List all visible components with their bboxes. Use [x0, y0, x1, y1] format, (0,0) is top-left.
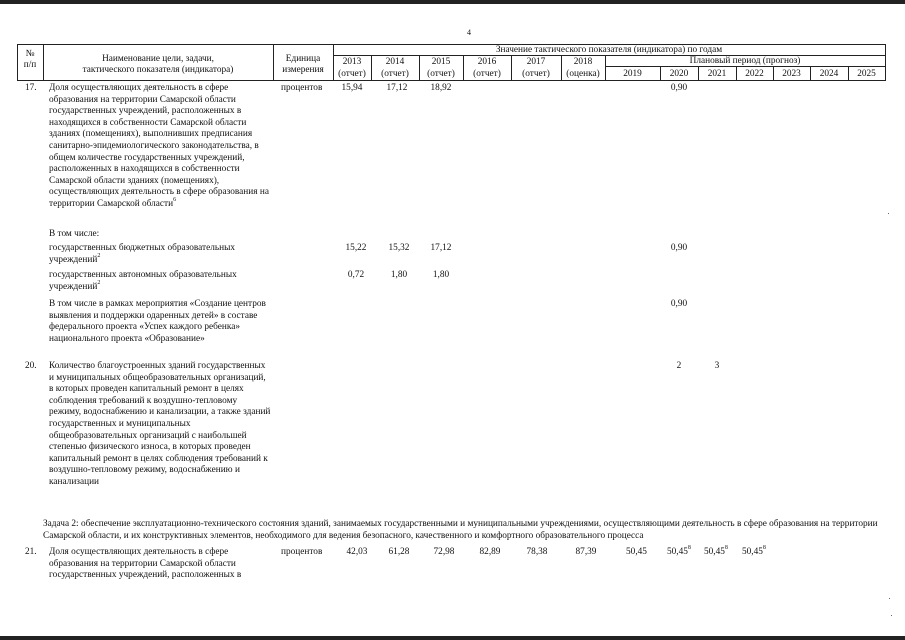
- row17-2014: 17,12: [386, 83, 408, 93]
- year-2017: 2017: [526, 57, 546, 67]
- scan-speck: [891, 615, 892, 616]
- year-note-2013: (отчет): [338, 69, 366, 79]
- year-note-2014: (отчет): [381, 69, 409, 79]
- row21-2018: 87,39: [575, 547, 597, 557]
- budget-text: [49, 243, 277, 266]
- row21-2022-value: 50,45: [742, 547, 763, 557]
- row21-2016: 82,89: [479, 547, 501, 557]
- row21-2020-footnote: 8: [687, 545, 691, 551]
- year-2014: 2014: [385, 57, 405, 67]
- budget-footnote: 2: [97, 252, 101, 259]
- header-values-title: Значение тактического показателя (индикатора) по годам: [495, 45, 723, 55]
- year-note-2016: (отчет): [473, 69, 501, 79]
- incl2-2020: 0,90: [670, 299, 688, 309]
- row17-including: В том числе:: [49, 229, 100, 239]
- year-2024: 2024: [819, 69, 839, 79]
- row17-2015: 18,92: [430, 83, 452, 93]
- row17-unit: процентов: [281, 83, 323, 93]
- incl2-text: В том числе в рамках мероприятия «Создание центров выявления и поддержки одаренных детей» в составе федерального проекта «Успех каждого ребенка» национального проекта «Образование»: [49, 299, 266, 344]
- row20-2020: 2: [676, 361, 682, 371]
- year-note-2015: (отчет): [427, 69, 455, 79]
- row21-2021-footnote: 8: [724, 545, 728, 551]
- row21-2022-footnote: 8: [762, 545, 766, 551]
- row17-2013: 15,94: [341, 83, 363, 93]
- year-2021: 2021: [707, 69, 727, 79]
- row21-2014: 61,28: [388, 547, 410, 557]
- page-number: 4: [467, 28, 471, 37]
- auto-footnote: 2: [97, 279, 101, 286]
- budget-2013: 15,22: [345, 243, 367, 253]
- row17-number: 17.: [25, 83, 37, 93]
- row17-footnote: 6: [173, 196, 177, 203]
- col-border-right: [885, 44, 886, 81]
- row21-2021-value: 50,45: [704, 547, 725, 557]
- auto-2013: 0,72: [347, 270, 365, 280]
- auto-2015: 1,80: [432, 270, 450, 280]
- bottom-border: [0, 636, 905, 640]
- row21-text: Доля осуществляющих деятельность в сфере образования на территории Самарской области государственных учреждений, расположенных в: [49, 547, 242, 581]
- budget-description: государственных бюджетных образовательных учреждений: [49, 243, 235, 265]
- row21-2015: 72,98: [433, 547, 455, 557]
- header-unit: Единица измерения: [282, 54, 324, 75]
- year-2013: 2013: [342, 57, 362, 67]
- auto-text: [49, 270, 277, 293]
- task2-text: Задача 2: обеспечение эксплуатационно-технического состояния зданий, занимаемых государственными и муниципальными учреждениями, осуществляющими деятельность в сфере образования на территории Самарской области, и их конструктивных элементов, необходимого для ведения безопасного, качественного и комфортного образовательного процесса: [43, 519, 878, 541]
- year-note-2017: (отчет): [522, 69, 550, 79]
- budget-2020: 0,90: [670, 243, 688, 253]
- header-name: Наименование цели, задачи, тактического показателя (индикатора): [82, 54, 234, 75]
- row21-number: 21.: [25, 547, 37, 557]
- row21-2020: [667, 547, 691, 558]
- row20-number: 20.: [25, 361, 37, 371]
- year-2018: 2018: [573, 57, 593, 67]
- row21-2022: [742, 547, 766, 558]
- auto-description: государственных автономных образовательных учреждений: [49, 270, 237, 292]
- budget-2015: 17,12: [430, 243, 452, 253]
- scan-speck: [889, 598, 890, 599]
- year-2025: 2025: [857, 69, 876, 79]
- auto-2014: 1,80: [390, 270, 408, 280]
- year-2016: 2016: [477, 57, 497, 67]
- year-2015: 2015: [431, 57, 451, 67]
- year-note-2018: (оценка): [566, 69, 600, 79]
- row21-2013: 42,03: [346, 547, 368, 557]
- scan-speck: [888, 213, 889, 214]
- row21-2021: [704, 547, 728, 558]
- row20-2021: 3: [714, 361, 720, 371]
- header-no: № п/п: [23, 49, 37, 70]
- row21-2020-value: 50,45: [667, 547, 688, 557]
- year-2019: 2019: [623, 69, 642, 79]
- top-border: [0, 0, 905, 4]
- header-plan-title: Плановый период (прогноз): [689, 56, 801, 66]
- year-2023: 2023: [782, 69, 801, 79]
- header-bottom-line: [17, 80, 885, 81]
- row20-text: Количество благоустроенных зданий государственных и муниципальных общеобразовательных организаций, в которых проведен капитальный ремонт в целях соблюдения требований к воздушно-тепловому режиму, водоснабжению и канализации, а также зданий государственных и муниципальных общеобразовательных организаций с наибольшей степенью физического износа, в которых проведен капитальный ремонт в целях соблюдения требований к воздушно-тепловому режиму, водоснабжению и канализации: [49, 361, 271, 487]
- row17-text: [49, 83, 271, 211]
- year-2022: 2022: [745, 69, 764, 79]
- year-2020: 2020: [669, 69, 689, 79]
- row17-description: Доля осуществляющих деятельность в сфере образования на территории Самарской области государственных учреждений, расположенных в находящихся в собственности Самарской области зданиях (помещениях), выполнивших предписания санитарно-эпидемиологического законодательства, в общем количестве государственных учреждений, расположенных в находящихся в собственности Самарской области зданиях (помещениях), осуществляющих деятельность в сфере образования на территории Самарской области: [49, 83, 269, 209]
- row17-2020: 0,90: [670, 83, 688, 93]
- row21-unit: процентов: [281, 547, 323, 557]
- row21-2019: 50,45: [626, 547, 647, 557]
- budget-2014: 15,32: [388, 243, 410, 253]
- row21-2017: 78,38: [526, 547, 548, 557]
